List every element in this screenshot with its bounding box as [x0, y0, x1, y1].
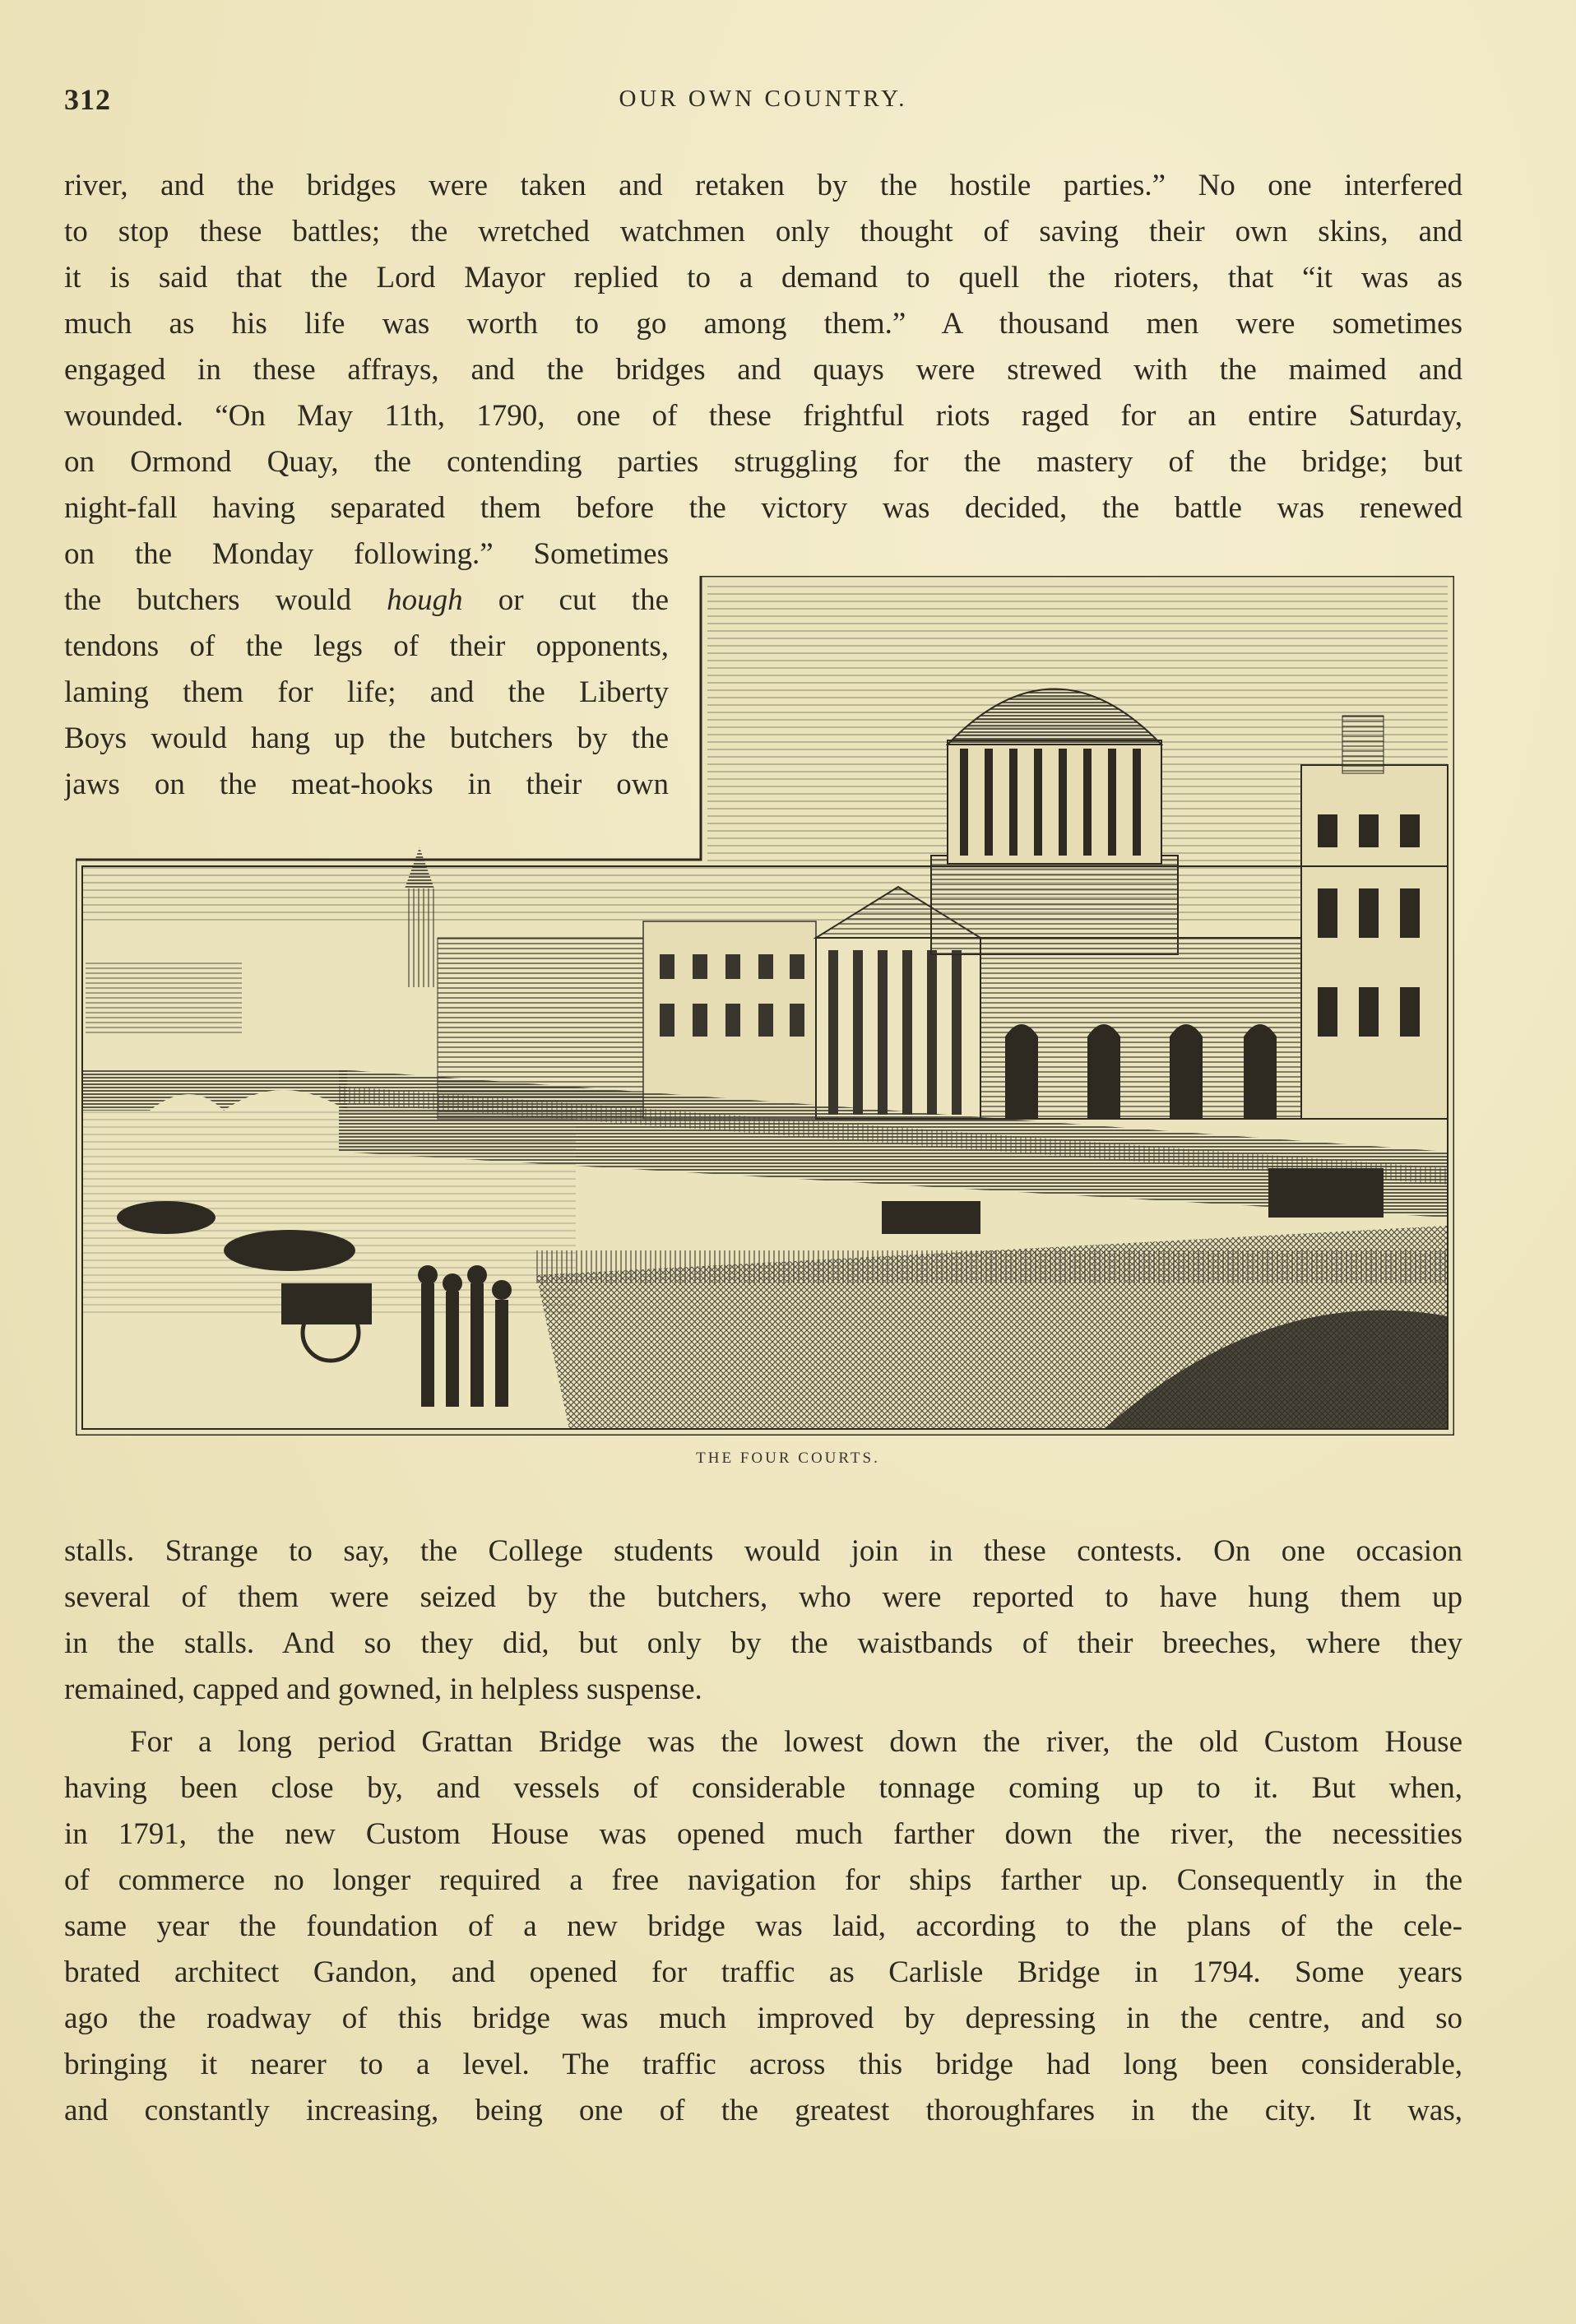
text-line: it is said that the Lord Mayor replied to a demand to quell the rioters, that “it was as — [64, 261, 1462, 295]
text-line: tendons of the legs of their opponents, — [64, 629, 669, 663]
text-line: Boys would hang up the butchers by the — [64, 721, 669, 755]
page-number: 312 — [64, 83, 111, 116]
text-line: in 1791, the new Custom House was opened much farther down the river, the necessities — [64, 1817, 1462, 1851]
text-line: stalls. Strange to say, the College students would join in these contests. On one occasion — [64, 1534, 1462, 1568]
text-line: same year the foundation of a new bridge was laid, according to the plans of the cele- — [64, 1909, 1462, 1943]
running-head: OUR OWN COUNTRY. — [619, 86, 908, 112]
text-line: night-fall having separated them before the victory was decided, the battle was renewed — [64, 491, 1462, 525]
body-text-top — [64, 163, 1462, 531]
text-line: much as his life was worth to go among them.” A thousand men were sometimes — [64, 307, 1462, 341]
italic-word: hough — [387, 583, 463, 617]
figure-caption: THE FOUR COURTS. — [696, 1450, 880, 1467]
engraving-illustration — [76, 576, 1454, 1436]
text-line: bringing it nearer to a level. The traffic across this bridge had long been considerable, — [64, 2048, 1462, 2081]
text-line: to stop these battles; the wretched watchmen only thought of saving their own skins, and — [64, 215, 1462, 248]
text-line: several of them were seized by the butchers, who were reported to have hung them up — [64, 1580, 1462, 1614]
text-line: remained, capped and gowned, in helpless suspense. — [64, 1672, 702, 1706]
text-line: laming them for life; and the Liberty — [64, 675, 669, 709]
text-line: ago the roadway of this bridge was much improved by depressing in the centre, and so — [64, 2002, 1462, 2035]
text-line: on Ormond Quay, the contending parties struggling for the mastery of the bridge; but — [64, 445, 1462, 479]
text-fragment: the butchers would — [64, 583, 387, 617]
text-line: brated architect Gandon, and opened for traffic as Carlisle Bridge in 1794. Some years — [64, 1955, 1462, 1989]
text-line: of commerce no longer required a free navigation for ships farther up. Consequently in the — [64, 1863, 1462, 1897]
text-line: and constantly increasing, being one of the greatest thoroughfares in the city. It was, — [64, 2094, 1462, 2127]
text-fragment: or cut the — [462, 583, 669, 617]
text-line: river, and the bridges were taken and retaken by the hostile parties.” No one interfered — [64, 169, 1462, 202]
text-line: having been close by, and vessels of considerable tonnage coming up to it. But when, — [64, 1771, 1462, 1805]
four-courts-engraving — [76, 576, 1454, 1436]
text-line: For a long period Grattan Bridge was the lowest down the river, the old Custom House — [130, 1725, 1462, 1759]
page-header — [64, 82, 1462, 132]
text-line: engaged in these affrays, and the bridges and quays were strewed with the maimed and — [64, 353, 1462, 387]
text-line: on the Monday following.” Sometimes — [64, 537, 669, 571]
text-line: jaws on the meat-hooks in their own — [64, 768, 669, 801]
text-line: wounded. “On May 11th, 1790, one of these frightful riots raged for an entire Saturday, — [64, 399, 1462, 433]
body-text-bottom — [64, 1528, 1462, 2134]
text-line: in the stalls. And so they did, but only by the waistbands of their breeches, where they — [64, 1626, 1462, 1660]
